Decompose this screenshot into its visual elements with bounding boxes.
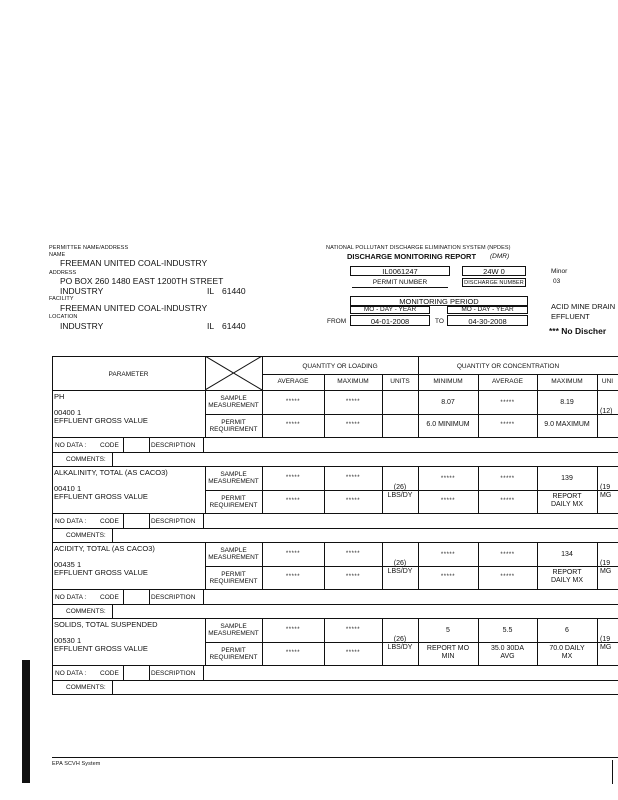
quantity-stars: ***** [345,422,361,428]
permit-label: PERMIT [221,419,246,426]
column-header-col-avg2: AVERAGE [492,378,523,385]
row-col-rule [478,466,479,513]
permit-value-pr-max: DAILY MX [550,577,584,584]
to-label: TO [435,318,444,325]
permit-number: IL0061247 [382,267,418,276]
sample-value-sm-min: ***** [440,476,456,482]
quantity-stars: ***** [345,627,361,633]
table-header-rule [52,390,618,391]
sample-value-sm-max: 139 [561,475,573,482]
row-col-rule [418,390,419,437]
left-margin-bar [22,660,30,783]
no-data-label: NO DATA : [55,594,87,601]
comments-rule [52,618,618,619]
nodata-col-rule [149,437,150,452]
permit-value-pr-min: ***** [440,574,456,580]
column-header-col-maximum: MAXIMUM [337,378,369,385]
parameter-code: 00530 1 [54,636,82,645]
comments-col-rule [112,604,113,618]
quantity-stars: ***** [345,650,361,656]
row-col-rule [382,390,383,437]
to-date-format: MO - DAY - YEAR [461,306,514,313]
from-label: FROM [327,318,347,325]
code-label: CODE [100,518,119,525]
sample-value-sm-min: ***** [440,552,456,558]
to-date: 04-30-2008 [468,317,507,326]
nodata-col-rule [123,665,124,680]
permit-value-pr-max: DAILY MX [550,501,584,508]
sample-value-sm-avg: ***** [500,476,515,482]
permit-label: REQUIREMENT [209,502,258,509]
code-label: CODE [100,670,119,677]
units2-value: MG [600,644,612,651]
nodata-rule [52,452,618,453]
column-header-col-average: AVERAGE [277,378,309,385]
nodata-col-rule [149,513,150,528]
sample-label: SAMPLE [220,395,247,402]
minor-code: 03 [553,278,561,285]
sample-value-sm-min: 5 [446,627,450,634]
nodata-col-rule [203,437,204,452]
permit-value-pr-min: MIN [441,653,455,660]
row-end-rule [52,665,618,666]
permit-value-pr-min: REPORT MO [426,645,470,652]
sample-label: MEASUREMENT [208,478,259,485]
npdes-title: NATIONAL POLLUTANT DISCHARGE ELIMINATION SYSTEM (NPDES) [326,245,511,251]
permit-value-pr-avg: AVG [500,653,515,660]
comments-col-rule [112,528,113,542]
column-header-col-minimum: MINIMUM [433,378,463,385]
comments-col-rule [112,680,113,694]
location-city: INDUSTRY [60,321,104,331]
description-label: DESCRIPTION [151,670,196,677]
side-note-1: ACID MINE DRAIN [551,302,616,311]
description-label: DESCRIPTION [151,594,196,601]
permit-value-pr-avg: ***** [500,574,515,580]
permittee-name: FREEMAN UNITED COAL-INDUSTRY [60,258,208,268]
nodata-col-rule [123,513,124,528]
units2-value: MG [600,492,612,499]
quantity-stars: ***** [345,551,361,557]
header-cross-mark [205,356,262,390]
discharge-number-label: DISCHARGE NUMBER [464,280,524,286]
nodata-rule [52,604,618,605]
quantity-stars: ***** [345,498,361,504]
nodata-col-rule [149,589,150,604]
address-zip: 61440 [222,286,246,296]
sample-label: MEASUREMENT [208,402,259,409]
column-header-col-max2: MAXIMUM [551,378,583,385]
permit-value-pr-max: 9.0 MAXIMUM [544,421,590,428]
row-col-rule [537,390,538,437]
row-end-rule [52,513,618,514]
permit-value-pr-max: 70.0 DAILY [549,645,585,652]
units2-value: (19 [600,560,611,567]
quantity-stars: ***** [285,551,301,557]
parameter-name: ACIDITY, TOTAL (AS CACO3) [54,544,155,553]
units-value: (26) [393,560,407,567]
right-edge-mark [612,760,613,784]
parameter-description: EFFLUENT GROSS VALUE [54,568,148,577]
minor-label: Minor [551,268,568,275]
permit-value-pr-min: 6.0 MINIMUM [426,421,470,428]
permit-label: PERMIT [221,495,246,502]
permit-value-pr-max: MX [561,653,573,660]
parameter-header: PARAMETER [108,371,149,378]
nodata-col-rule [149,665,150,680]
parameter-description: EFFLUENT GROSS VALUE [54,416,148,425]
parameter-description: EFFLUENT GROSS VALUE [54,644,148,653]
side-note-2: EFFLUENT [551,312,590,321]
permittee-label: PERMITTEE NAME/ADDRESS [49,245,129,251]
location-state: IL [207,321,215,331]
units-value: LBS/DY [387,644,413,651]
description-label: DESCRIPTION [151,442,196,449]
no-data-label: NO DATA : [55,518,87,525]
from-date: 04-01-2008 [370,317,410,326]
permit-value-pr-avg: ***** [500,498,515,504]
units-value: (26) [393,636,407,643]
comments-label: COMMENTS: [66,532,106,539]
row-col-rule [478,390,479,437]
code-label: CODE [100,442,119,449]
permit-value-pr-max: REPORT [552,493,582,500]
address-city: INDUSTRY [60,286,104,296]
quantity-stars: ***** [345,574,361,580]
nodata-col-rule [203,513,204,528]
facility-label: FACILITY [49,296,74,302]
units2-value: (19 [600,484,611,491]
nodata-col-rule [203,589,204,604]
sample-value-sm-max: 134 [561,551,573,558]
quantity-stars: ***** [285,498,301,504]
table-top-rule [52,356,618,357]
description-label: DESCRIPTION [151,518,196,525]
parameter-name: PH [54,392,65,401]
sample-label: SAMPLE [220,623,247,630]
comments-rule [52,694,618,695]
row-left-rule [52,390,53,466]
sample-label: SAMPLE [220,547,247,554]
comments-label: COMMENTS: [66,456,106,463]
sample-value-sm-avg: ***** [500,400,515,406]
quantity-stars: ***** [285,475,301,481]
parameter-name: ALKALINITY, TOTAL (AS CACO3) [54,468,168,477]
dmr-title: DISCHARGE MONITORING REPORT [347,252,477,261]
monitoring-period-label: MONITORING PERIOD [399,297,479,306]
no-discharge-note: *** No Discher [549,326,607,336]
units2-value: MG [600,568,612,575]
permit-label: REQUIREMENT [209,578,258,585]
permit-value-pr-min: ***** [440,498,456,504]
quantity-stars: ***** [285,650,301,656]
permit-value-pr-avg: ***** [500,422,515,428]
row-col-rule [418,542,419,589]
sample-label: SAMPLE [220,471,247,478]
no-data-label: NO DATA : [55,442,87,449]
permit-value-pr-avg: 35.0 30DA [490,645,525,652]
facility-name: FREEMAN UNITED COAL-INDUSTRY [60,303,208,313]
nodata-col-rule [123,589,124,604]
permit-label: PERMIT [221,571,246,578]
row-col-rule [478,542,479,589]
address-line: PO BOX 260 1480 EAST 1200TH STREET [60,276,224,286]
row-col-rule [418,466,419,513]
parameter-code: 00400 1 [54,408,82,417]
name-label: NAME [49,252,66,258]
quantity-stars: ***** [285,627,301,633]
no-data-label: NO DATA : [55,670,87,677]
units-value: LBS/DY [387,492,413,499]
concentration-header: QUANTITY OR CONCENTRATION [456,363,560,370]
nodata-col-rule [203,665,204,680]
units-value: (26) [393,484,407,491]
quantity-stars: ***** [285,399,301,405]
row-left-rule [52,542,53,618]
address-state: IL [207,286,215,296]
row-left-rule [52,466,53,542]
sample-label: MEASUREMENT [208,630,259,637]
comments-col-rule [112,452,113,466]
sample-value-sm-min: 8.07 [441,399,455,406]
comments-rule [52,542,618,543]
parameter-code: 00435 1 [54,560,82,569]
quantity-stars: ***** [345,475,361,481]
form-label: EPA SCVH System [52,761,101,767]
nodata-col-rule [123,437,124,452]
quantity-stars: ***** [285,574,301,580]
units2-value: (19 [600,636,611,643]
discharge-number: 24W 0 [483,267,505,276]
parameter-description: EFFLUENT GROSS VALUE [54,492,148,501]
permit-label: REQUIREMENT [209,654,258,661]
units2-value: (12) [600,408,613,415]
permit-number-label: PERMIT NUMBER [372,279,428,286]
sample-label: MEASUREMENT [208,554,259,561]
quantity-stars: ***** [285,422,301,428]
divider [352,287,448,288]
comments-label: COMMENTS: [66,684,106,691]
code-label: CODE [100,594,119,601]
quantity-header: QUANTITY OR LOADING [302,363,378,370]
footer-rule [52,757,618,758]
row-end-rule [52,437,618,438]
column-header-col-units2: UNI [601,378,614,385]
row-split-rule [205,414,618,415]
permit-value-pr-max: REPORT [552,569,582,576]
table-header-mid-rule [262,374,618,375]
sample-value-sm-max: 6 [565,627,569,634]
permit-label: REQUIREMENT [209,426,258,433]
parameter-name: SOLIDS, TOTAL SUSPENDED [54,620,158,629]
sample-value-sm-avg: 5.5 [502,627,513,634]
column-header-col-units: UNITS [390,378,410,385]
sample-value-sm-max: 8.19 [560,399,574,406]
dmr-suffix: (DMR) [490,253,510,260]
address-label: ADDRESS [49,270,77,276]
row-left-rule [52,618,53,694]
comments-label: COMMENTS: [66,608,106,615]
location-label: LOCATION [49,314,78,320]
nodata-rule [52,680,618,681]
row-end-rule [52,589,618,590]
quantity-stars: ***** [345,399,361,405]
comments-rule [52,466,618,467]
permit-label: PERMIT [221,647,246,654]
sample-value-sm-avg: ***** [500,552,515,558]
parameter-code: 00410 1 [54,484,82,493]
units-value: LBS/DY [387,568,413,575]
nodata-rule [52,528,618,529]
from-date-format: MO - DAY - YEAR [363,306,417,313]
location-zip: 61440 [222,321,246,331]
